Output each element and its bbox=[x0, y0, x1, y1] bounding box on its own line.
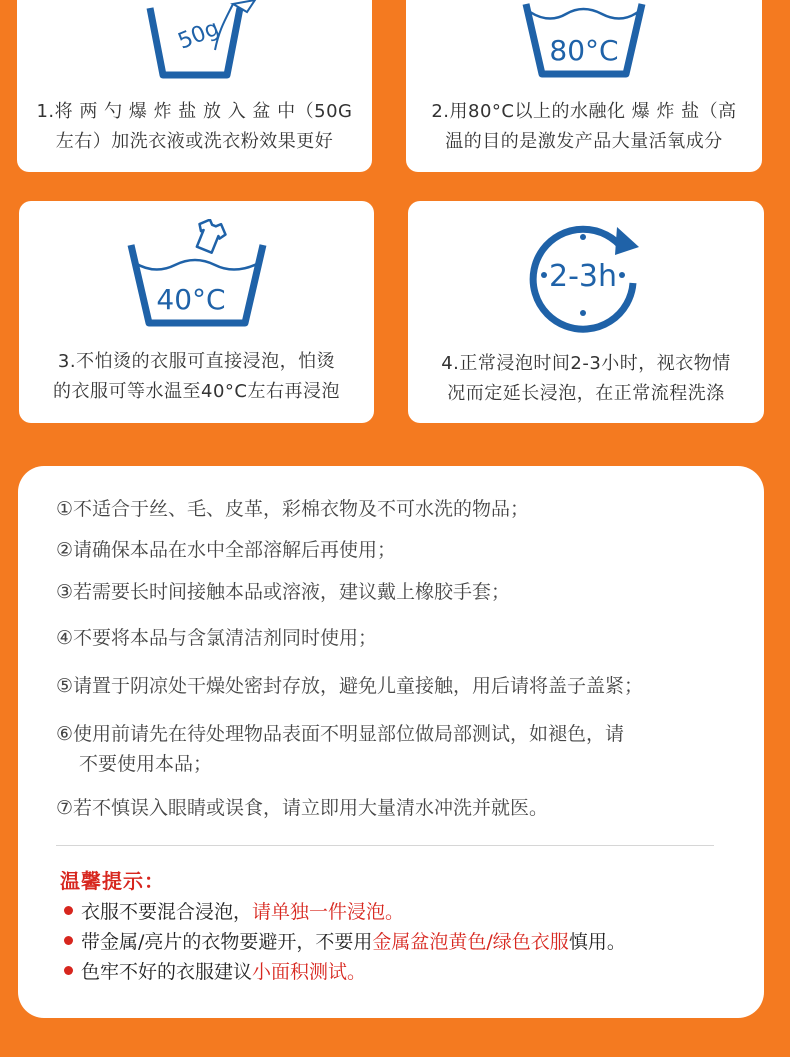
step-4-caption bbox=[408, 349, 764, 409]
tip-3-highlight: 小面积测试。 bbox=[252, 961, 367, 983]
tip-2 bbox=[64, 927, 626, 957]
tips-title: 温馨提示： bbox=[60, 869, 165, 893]
tip-1-highlight: 请单独一件浸泡。 bbox=[252, 901, 405, 923]
tip-2-text: 带金属/亮片的衣物要避开，不要用 bbox=[81, 931, 373, 953]
step-4-line-2: 况而定延长浸泡，在正常流程洗涤 bbox=[447, 383, 725, 404]
precautions-card bbox=[18, 466, 764, 1018]
step-2-line-2: 温的目的是激发产品大量活氧成分 bbox=[445, 131, 723, 152]
svg-text:80°C: 80°C bbox=[549, 34, 619, 67]
step-2-line-1: 2.用80°C以上的水融化 爆 炸 盐（高 bbox=[431, 101, 737, 122]
shirt-icon bbox=[191, 219, 228, 255]
step-3-line-2: 的衣服可等水温至40°C左右再浸泡 bbox=[53, 381, 340, 402]
rule-6 bbox=[56, 719, 724, 779]
bullet-dot-icon bbox=[64, 906, 73, 915]
step-card-2 bbox=[406, 0, 762, 172]
tip-1 bbox=[64, 897, 404, 927]
rule-1: ①不适合于丝、毛、皮革，彩棉衣物及不可水洗的物品； bbox=[56, 498, 530, 520]
step-3-line-1: 3.不怕烫的衣服可直接浸泡，怕烫 bbox=[57, 351, 336, 372]
rule-2: ②请确保本品在水中全部溶解后再使用； bbox=[56, 539, 397, 561]
step-1-caption bbox=[17, 97, 372, 157]
svg-text:2-3h: 2-3h bbox=[548, 259, 618, 294]
timer-2-3h-icon bbox=[408, 217, 764, 337]
basin-50g-icon bbox=[17, 0, 372, 80]
svg-text:40°C: 40°C bbox=[155, 283, 226, 316]
step-2-caption bbox=[406, 97, 762, 157]
step-1-line-2: 左右）加洗衣液或洗衣粉效果更好 bbox=[55, 131, 334, 152]
rule-3: ③若需要长时间接触本品或溶液，建议戴上橡胶手套； bbox=[56, 581, 511, 603]
divider bbox=[56, 845, 714, 846]
step-1-line-1: 1.将 两 勺 爆 炸 盐 放 入 盆 中（50G bbox=[36, 101, 353, 122]
tip-3 bbox=[64, 957, 366, 987]
rule-7: ⑦若不慎误入眼睛或误食，请立即用大量清水冲洗并就医。 bbox=[56, 797, 549, 819]
rule-6-line-2: 不要使用本品； bbox=[79, 753, 213, 775]
step-card-3 bbox=[19, 201, 374, 423]
basin-80c-icon bbox=[406, 0, 762, 80]
svg-text:50g: 50g bbox=[174, 15, 223, 55]
tip-2-suffix: 慎用。 bbox=[568, 931, 626, 953]
step-3-caption bbox=[19, 347, 374, 407]
tip-1-text: 衣服不要混合浸泡， bbox=[81, 901, 253, 923]
tip-3-text: 色牢不好的衣服建议 bbox=[81, 961, 253, 983]
rule-6-line-1: ⑥使用前请先在待处理物品表面不明显部位做局部测试，如褪色，请 bbox=[56, 723, 625, 745]
step-4-line-1: 4.正常浸泡时间2-3小时，视衣物情 bbox=[441, 353, 731, 374]
rule-4: ④不要将本品与含氯清洁剂同时使用； bbox=[56, 627, 378, 649]
step-card-4 bbox=[408, 201, 764, 423]
basin-40c-shirt-icon bbox=[19, 219, 374, 331]
rule-5: ⑤请置于阴凉处干燥处密封存放，避免儿童接触，用后请将盖子盖紧； bbox=[56, 675, 644, 697]
bullet-dot-icon bbox=[64, 936, 73, 945]
step-card-1 bbox=[17, 0, 372, 172]
tip-2-highlight: 金属盆泡黄色/绿色衣服 bbox=[372, 931, 569, 953]
bullet-dot-icon bbox=[64, 966, 73, 975]
